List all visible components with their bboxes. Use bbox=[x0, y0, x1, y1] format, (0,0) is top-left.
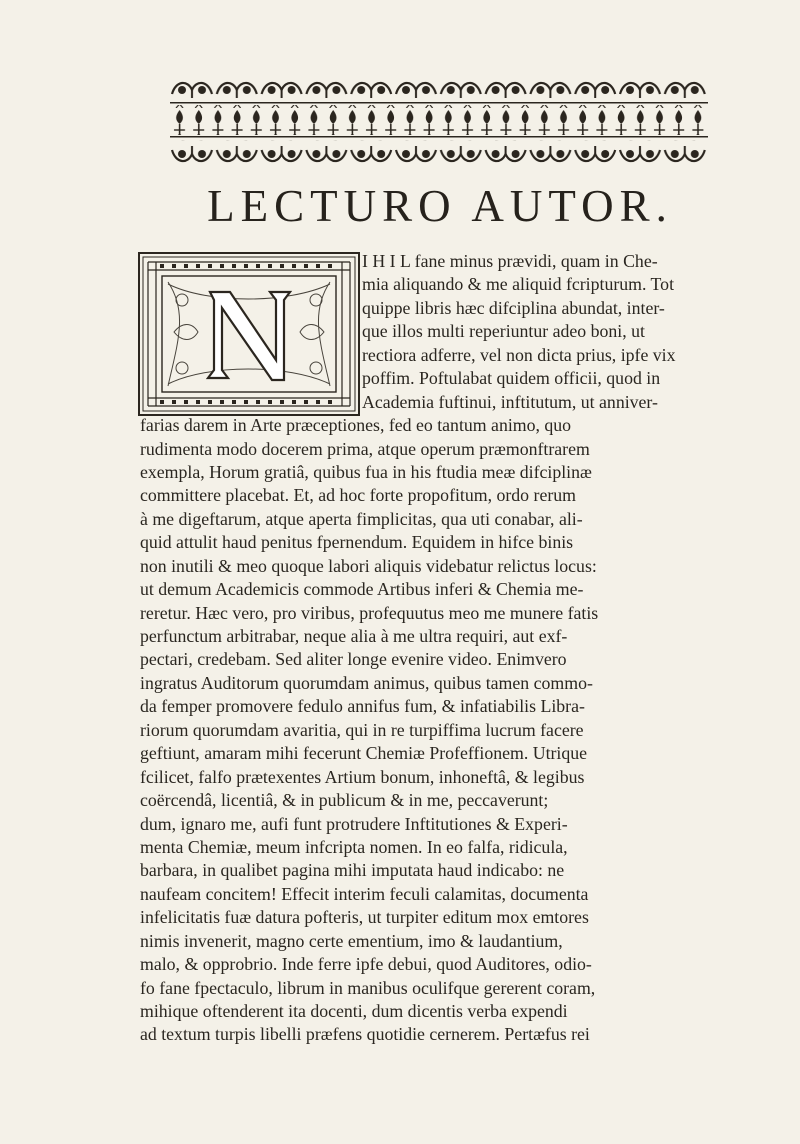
text-line: barbara, in qualibet pagina mihi imputata haud indicabo: ne bbox=[140, 860, 565, 881]
text-line: perfunctum arbitrabar, neque alia à me ultra requiri, aut exf- bbox=[140, 626, 568, 646]
text-line: committere placebat. Et, ad hoc forte propofitum, ordo rerum bbox=[140, 485, 576, 506]
text-line: fcilicet, falfo prætexentes Artium bonum, inhoneftâ, & legibus bbox=[140, 766, 585, 787]
text-line: fo fane fpectaculo, librum in manibus oculifque gererent coram, bbox=[140, 977, 596, 998]
body-text bbox=[140, 250, 718, 1047]
headpiece-ornament bbox=[170, 78, 708, 174]
text-line: mihique oftenderent ita docenti, dum dicentis verba expendi bbox=[140, 1001, 568, 1021]
text-line: quippe libris hæc difciplina abundat, inter- bbox=[362, 297, 665, 318]
text-line: infelicitatis fuæ datura pofteris, ut turpiter editum mox emtores bbox=[140, 907, 589, 928]
text-line: rudimenta modo docerem prima, atque operum præmonftrarem bbox=[140, 438, 590, 459]
text-line: da femper promovere fedulo annifus fum, & infatiabilis Libra- bbox=[140, 696, 585, 717]
text-line: exempla, Horum gratiâ, quibus fua in his ftudia meæ difciplinæ bbox=[140, 461, 592, 482]
text-line: nimis invenerit, magno certe ementium, imo & laudantium, bbox=[140, 930, 563, 951]
text-line: non inutili & meo quoque labori aliquis videbatur relictus locus: bbox=[140, 555, 597, 576]
text-line: I H I L fane minus prævidi, quam in Che- bbox=[362, 251, 658, 271]
text-line: quid attulit haud penitus fpernendum. Equidem in hifce binis bbox=[140, 532, 574, 553]
text-line: que illos multi reperiuntur adeo boni, ut bbox=[362, 321, 645, 342]
text-line: pectari, credebam. Sed aliter longe evenire video. Enimvero bbox=[140, 649, 567, 670]
text-line: malo, & opprobrio. Inde ferre ipfe debui, quod Auditores, odio- bbox=[140, 954, 592, 975]
text-line: à me digeftarum, atque aperta fimplicitas, qua uti conabar, ali- bbox=[140, 508, 583, 529]
text-line: dum, ignaro me, aufi funt protrudere Inftitutiones & Experi- bbox=[140, 813, 568, 834]
text-line: geftiunt, amaram mihi fecerunt Chemiæ Profeffionem. Utrique bbox=[140, 743, 588, 764]
text-line: menta Chemiæ, meum infcripta nomen. In eo falfa, ridicula, bbox=[140, 836, 568, 857]
text-line: reretur. Hæc vero, pro viribus, profequutus meo me munere fatis bbox=[140, 602, 599, 623]
text-line: Academia fuftinui, inftitutum, ut anniver- bbox=[362, 391, 658, 412]
text-line: farias darem in Arte præceptiones, fed eo tantum animo, quo bbox=[140, 415, 572, 436]
text-line: mia aliquando & me aliquid fcripturum. Tot bbox=[362, 274, 675, 295]
text-line: ingratus Auditorum quorumdam animus, quibus tamen commo- bbox=[140, 672, 593, 693]
text-line: naufeam concitem! Effecit interim feculi calamitas, documenta bbox=[140, 883, 589, 904]
page-title: LECTURO AUTOR. bbox=[207, 181, 673, 231]
text-line: rectiora adferre, vel non dicta prius, ipfe vix bbox=[362, 344, 676, 365]
text-line: ut demum Academicis commode Artibus inferi & Chemia me- bbox=[140, 579, 584, 600]
text-line: poffim. Poftulabat quidem officii, quod in bbox=[362, 368, 661, 389]
text-line: ad textum turpis libelli præfens quotidie cernerem. Pertæfus rei bbox=[140, 1024, 590, 1045]
text-line: coërcendâ, licentiâ, & in publicum & in me, peccaverunt; bbox=[140, 790, 549, 811]
text-line: riorum quorumdam avaritia, qui in re turpiffima lucrum facere bbox=[140, 719, 584, 740]
